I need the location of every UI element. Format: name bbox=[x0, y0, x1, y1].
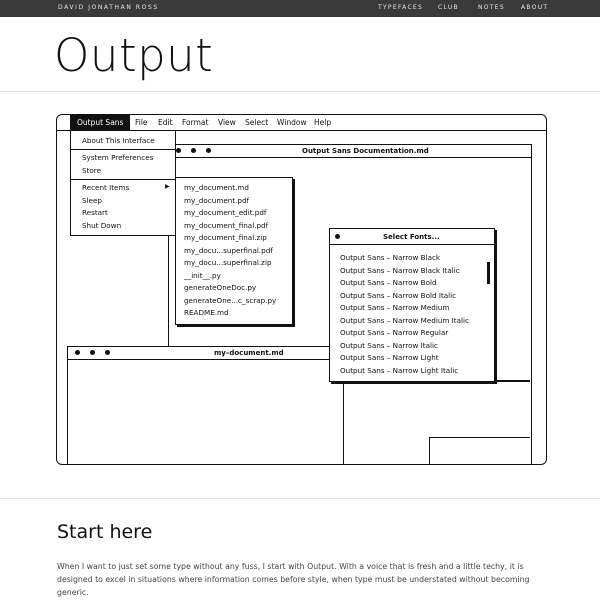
recent-item[interactable]: __init__.py bbox=[184, 271, 221, 280]
menu-item-system-preferences[interactable]: System Preferences bbox=[82, 153, 154, 162]
minimize-dot-icon[interactable] bbox=[191, 148, 196, 153]
window-edge bbox=[429, 437, 530, 438]
window-edge bbox=[429, 437, 430, 464]
section-heading: Start here bbox=[57, 521, 153, 543]
site-brand[interactable]: DAVID JONATHAN ROSS bbox=[58, 4, 159, 11]
font-option[interactable]: Output Sans – Narrow Medium bbox=[340, 303, 450, 312]
menu-format[interactable]: Format bbox=[182, 118, 209, 127]
recent-item[interactable]: my_document.pdf bbox=[184, 196, 250, 205]
recent-item[interactable]: generateOneDoc.py bbox=[184, 283, 257, 292]
menu-window[interactable]: Window bbox=[277, 118, 307, 127]
submenu-arrow-icon: ▶ bbox=[165, 183, 170, 190]
divider bbox=[0, 91, 600, 92]
close-dot-icon[interactable] bbox=[176, 148, 181, 153]
menu-item-shut-down[interactable]: Shut Down bbox=[82, 221, 122, 230]
my-document-window-title: my–document.md bbox=[214, 349, 284, 357]
close-dot-icon[interactable] bbox=[75, 350, 80, 355]
close-dot-icon[interactable] bbox=[335, 234, 340, 239]
menu-file[interactable]: File bbox=[135, 118, 148, 127]
menu-item-about[interactable]: About This Interface bbox=[82, 136, 155, 145]
minimize-dot-icon[interactable] bbox=[90, 350, 95, 355]
recent-item[interactable]: my_docu...superfinal.zip bbox=[184, 258, 272, 267]
documentation-window-title: Output Sans Documentation.md bbox=[302, 147, 429, 155]
font-option[interactable]: Output Sans – Narrow Black Italic bbox=[340, 266, 460, 275]
font-option[interactable]: Output Sans – Narrow Black bbox=[340, 253, 441, 262]
app-menu-dropdown bbox=[70, 130, 176, 236]
font-option[interactable]: Output Sans – Narrow Light Italic bbox=[340, 366, 459, 375]
nav-notes[interactable]: NOTES bbox=[478, 4, 505, 11]
scrollbar-thumb[interactable] bbox=[487, 262, 490, 284]
menu-item-restart[interactable]: Restart bbox=[82, 208, 108, 217]
menu-separator bbox=[71, 149, 175, 150]
font-option[interactable]: Output Sans – Narrow Light bbox=[340, 353, 439, 362]
menu-separator bbox=[71, 179, 175, 180]
recent-item[interactable]: my_document_edit.pdf bbox=[184, 208, 267, 217]
nav-club[interactable]: CLUB bbox=[438, 4, 459, 11]
recent-item[interactable]: my_docu...superfinal.pdf bbox=[184, 246, 273, 255]
documentation-window-titlebar bbox=[169, 145, 531, 158]
my-document-window-titlebar bbox=[68, 347, 343, 360]
nav-typefaces[interactable]: TYPEFACES bbox=[378, 4, 424, 11]
menu-bar bbox=[57, 115, 546, 131]
menu-item-store[interactable]: Store bbox=[82, 166, 101, 175]
my-document-window bbox=[67, 346, 344, 465]
divider bbox=[0, 498, 600, 499]
menu-help[interactable]: Help bbox=[314, 118, 332, 127]
font-option[interactable]: Output Sans – Narrow Medium Italic bbox=[340, 316, 469, 325]
section-paragraph: When I want to just set some type without any fuss, I start with Output. With a voice that is fresh and a little techy, it is designed to excel in situations where information comes before style, when type must be understated without becoming generic. bbox=[57, 562, 530, 597]
top-navigation-bar bbox=[0, 0, 600, 17]
font-option[interactable]: Output Sans – Narrow Bold Italic bbox=[340, 291, 457, 300]
zoom-dot-icon[interactable] bbox=[206, 148, 211, 153]
menu-item-recent-items[interactable]: Recent Items bbox=[82, 183, 130, 192]
page-title: Output bbox=[54, 29, 214, 82]
select-fonts-titlebar bbox=[330, 229, 494, 245]
menu-view[interactable]: View bbox=[218, 118, 236, 127]
select-fonts-dialog bbox=[329, 228, 495, 382]
font-option[interactable]: Output Sans – Narrow Regular bbox=[340, 328, 449, 337]
recent-item[interactable]: my_document.md bbox=[184, 183, 249, 192]
recent-item[interactable]: generateOne...c_scrap.py bbox=[184, 296, 277, 305]
menu-output-sans[interactable]: Output Sans bbox=[70, 115, 130, 130]
recent-item[interactable]: README.md bbox=[184, 308, 229, 317]
zoom-dot-icon[interactable] bbox=[105, 350, 110, 355]
font-option[interactable]: Output Sans – Narrow Bold bbox=[340, 278, 437, 287]
recent-item[interactable]: my_document_final.pdf bbox=[184, 221, 269, 230]
select-fonts-title: Select Fonts... bbox=[383, 233, 440, 241]
nav-about[interactable]: ABOUT bbox=[521, 4, 549, 11]
interface-demo bbox=[56, 114, 547, 465]
menu-select[interactable]: Select bbox=[245, 118, 269, 127]
menu-edit[interactable]: Edit bbox=[158, 118, 173, 127]
menu-item-sleep[interactable]: Sleep bbox=[82, 196, 102, 205]
recent-items-submenu bbox=[175, 177, 293, 325]
font-option[interactable]: Output Sans – Narrow Italic bbox=[340, 341, 438, 350]
recent-item[interactable]: my_document_final.zip bbox=[184, 233, 267, 242]
